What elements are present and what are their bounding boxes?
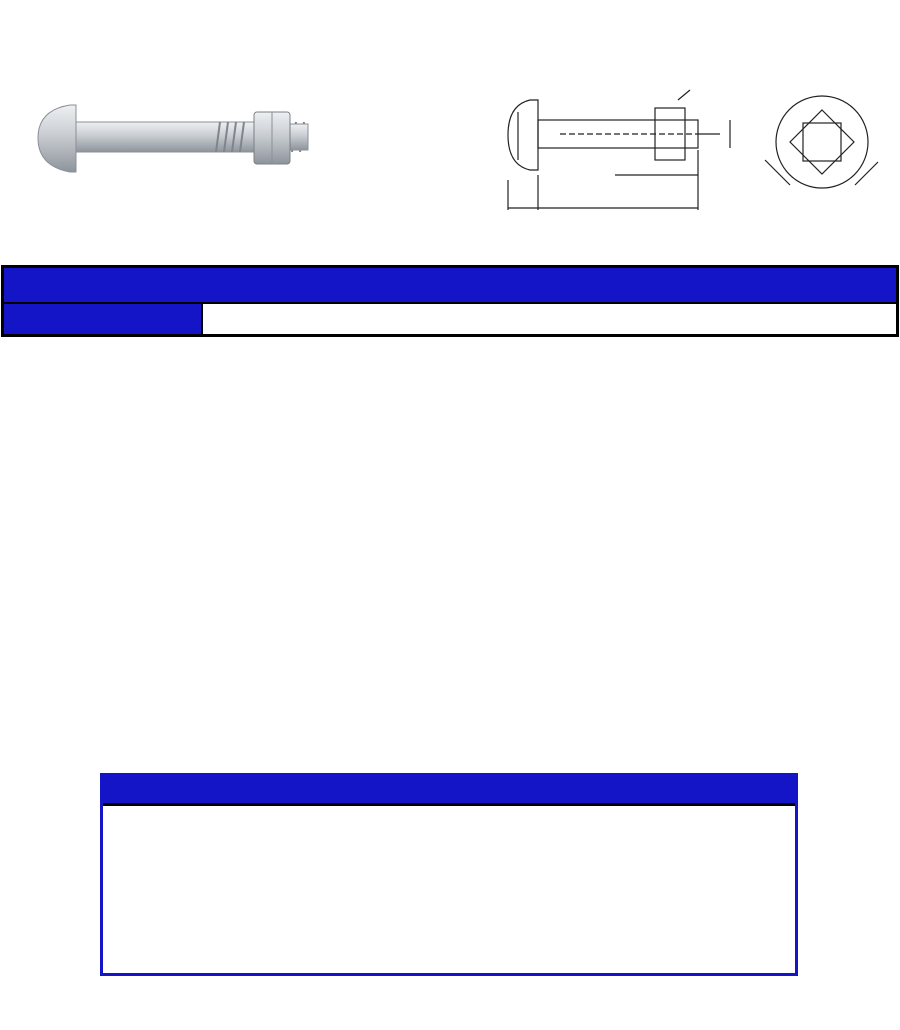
materials-box	[100, 773, 798, 976]
technical-drawing	[500, 80, 880, 220]
spec-table-title	[3, 267, 898, 304]
spec-table	[1, 265, 899, 337]
bolt-photo	[30, 80, 330, 200]
materials-header	[103, 776, 795, 806]
corner-label	[3, 303, 202, 336]
